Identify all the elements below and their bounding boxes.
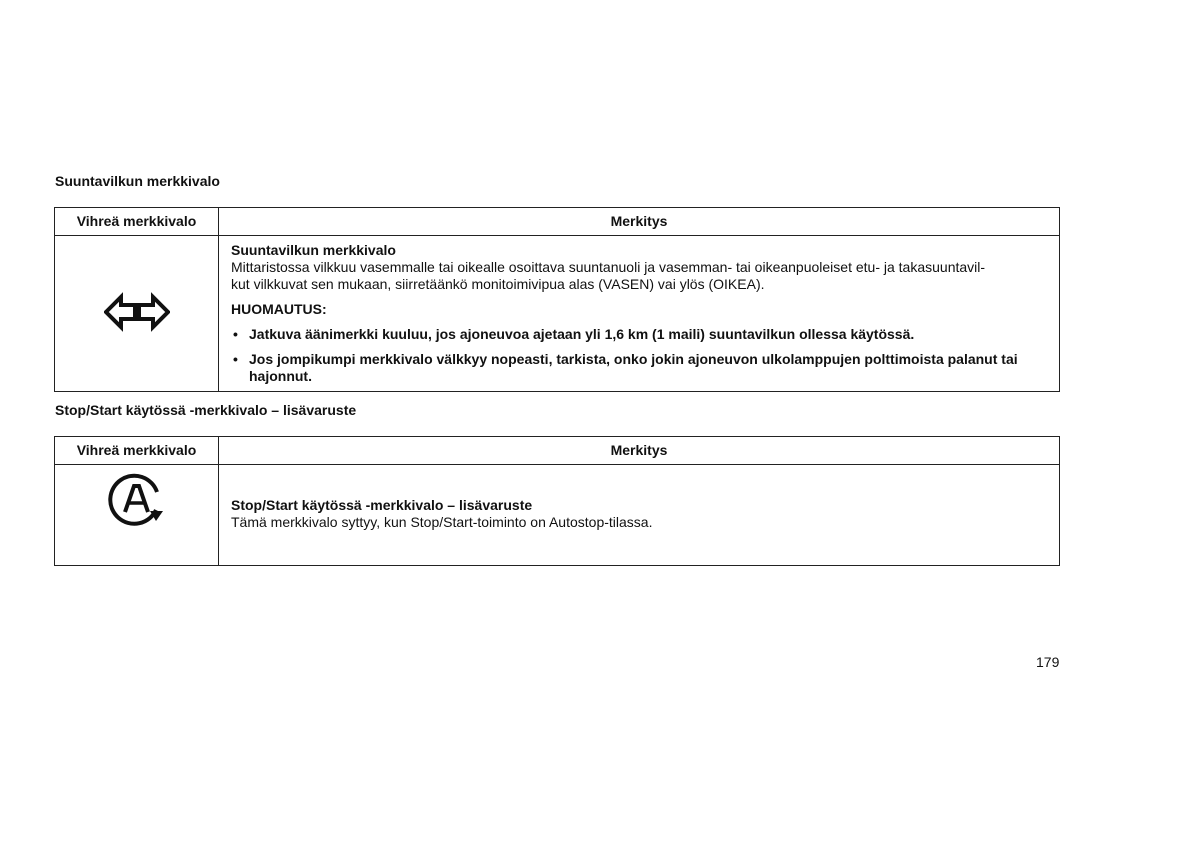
turn-signal-table — [54, 207, 1060, 392]
list-item: • Jos jompikumpi merkkivalo välkkyy nopeasti, tarkista, onko jokin ajoneuvon ulkolamppujen polttimoista palanut tai hajonnut. — [231, 351, 1053, 385]
entry-text: Tämä merkkivalo syttyy, kun Stop/Start-toiminto on Autostop-tilassa. — [231, 514, 653, 530]
turn-signal-arrows-icon — [104, 292, 170, 335]
table-header-row — [55, 437, 1060, 465]
table-header-row — [55, 208, 1060, 236]
auto-stop-start-icon — [104, 473, 170, 530]
meaning-cell — [219, 236, 1060, 392]
entry-text-line: kut vilkkuvat sen mukaan, siirretäänkö monitoimivipua alas (VASEN) vai ylös (OIKEA). — [231, 276, 765, 292]
header-indicator: Vihreä merkkivalo — [55, 437, 219, 465]
header-meaning: Merkitys — [219, 437, 1060, 465]
meaning-cell — [219, 465, 1060, 566]
stop-start-table — [54, 436, 1060, 566]
entry-text-line: Mittaristossa vilkkuu vasemmalle tai oikealle osoittava suuntanuoli ja vasemman- tai oikeanpuoleiset etu- ja takasuuntavil- — [231, 259, 986, 275]
page-number: 179 — [1036, 654, 1060, 670]
note-list — [231, 326, 1053, 385]
entry-title: Stop/Start käytössä -merkkivalo – lisävaruste — [231, 497, 533, 513]
section-title-stop-start: Stop/Start käytössä -merkkivalo – lisävaruste — [55, 402, 357, 418]
icon-cell — [55, 236, 219, 392]
table-row — [55, 465, 1060, 566]
note-title: HUOMAUTUS: — [231, 301, 327, 317]
section-title-turn-signal: Suuntavilkun merkkivalo — [55, 173, 220, 189]
list-item: • Jatkuva äänimerkki kuuluu, jos ajoneuvoa ajetaan yli 1,6 km (1 maili) suuntavilkun ollessa käytössä. — [231, 326, 1053, 343]
entry-title: Suuntavilkun merkkivalo — [231, 242, 396, 258]
icon-cell — [55, 465, 219, 566]
table-row — [55, 236, 1060, 392]
header-meaning: Merkitys — [219, 208, 1060, 236]
header-indicator: Vihreä merkkivalo — [55, 208, 219, 236]
